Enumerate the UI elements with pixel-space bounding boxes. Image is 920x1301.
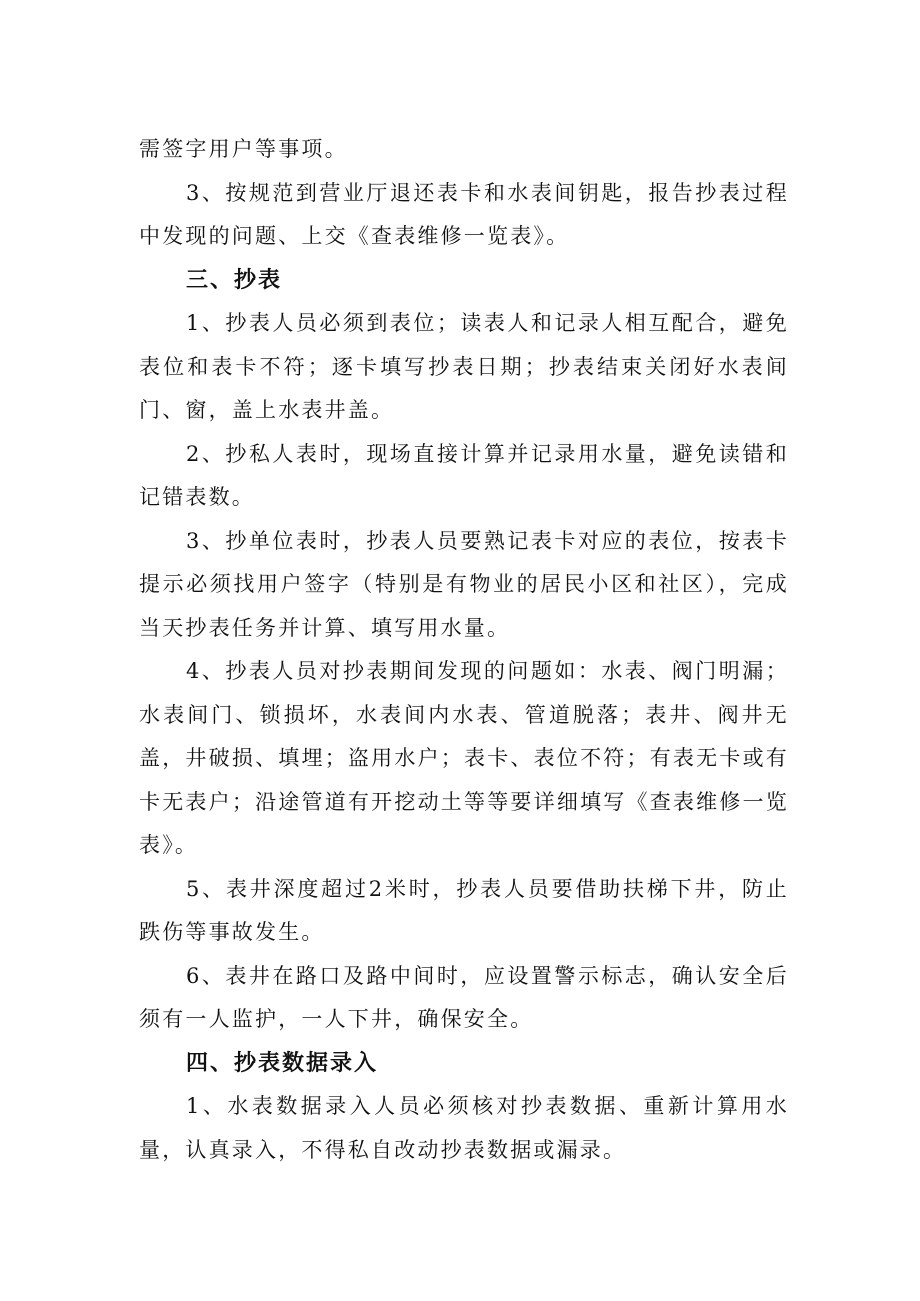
paragraph-reading-rule-1: 1、抄表人员必须到表位；读表人和记录人相互配合，避免表位和表卡不符；逐卡填写抄表日期；抄表结束关闭好水表间门、窗，盖上水表井盖。 [139,311,789,422]
paragraph-reading-rule-5: 5、表井深度超过2米时，抄表人员要借助扶梯下井，防止跌伤等事故发生。 [139,876,789,944]
document-body [139,128,789,1172]
section-heading-data-entry: 四、抄表数据录入 [186,1050,379,1076]
section-heading-meter-reading: 三、抄表 [186,267,283,293]
paragraph-reading-rule-3: 3、抄单位表时，抄表人员要熟记表卡对应的表位，按表卡提示必须找用户签字（特别是有物业的居民小区和社区），完成当天抄表任务并计算、填写用水量。 [139,528,789,640]
paragraph-return-cards: 3、按规范到营业厅退还表卡和水表间钥匙，报告抄表过程中发现的问题、上交《查表维修一览表》。 [139,180,789,248]
paragraph-reading-rule-2: 2、抄私人表时，现场直接计算并记录用水量，避免读错和记错表数。 [139,441,789,509]
paragraph-continuation: 需签字用户等事项。 [139,137,348,161]
paragraph-data-entry-rule-1: 1、水表数据录入人员必须核对抄表数据、重新计算用水量，认真录入，不得私自改动抄表数据或漏录。 [139,1094,789,1162]
paragraph-reading-rule-6: 6、表井在路口及路中间时，应设置警示标志，确认安全后须有一人监护，一人下井，确保安全。 [139,963,789,1031]
paragraph-reading-rule-4: 4、抄表人员对抄表期间发现的问题如：水表、阀门明漏；水表间门、锁损坏，水表间内水表、管道脱落；表井、阀井无盖，井破损、填埋；盗用水户；表卡、表位不符；有表无卡或有卡无表户；沿途管道有开挖动土等等要详细填写《查表维修一览表》。 [139,659,789,857]
